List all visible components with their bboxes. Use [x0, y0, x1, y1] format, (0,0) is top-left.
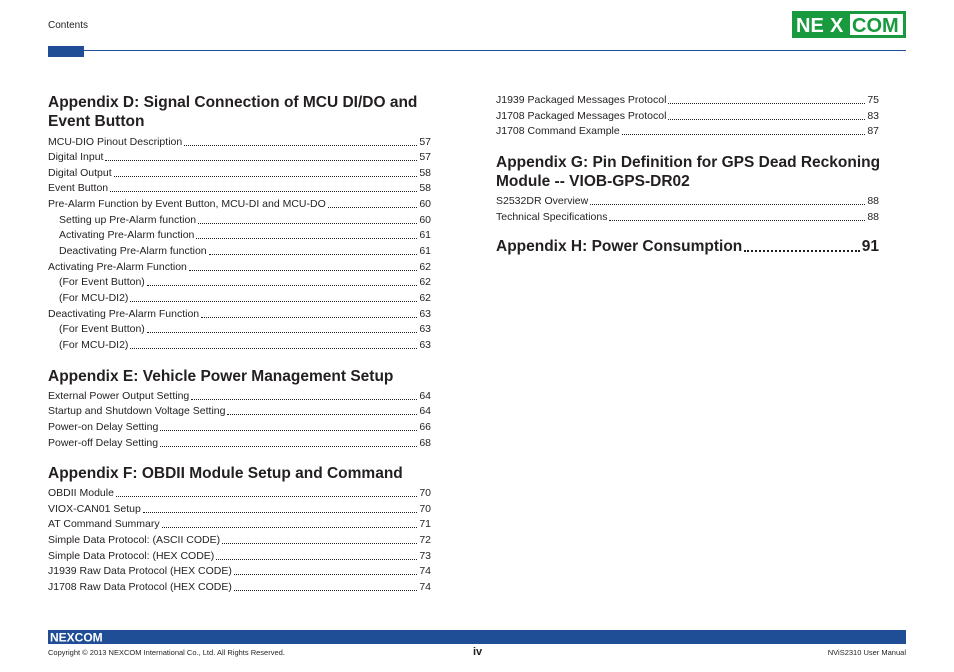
toc-entry[interactable]: Activating Pre-Alarm Function 62	[48, 261, 431, 273]
svg-text:NE: NE	[796, 15, 824, 37]
toc-entry[interactable]: J1708 Command Example 87	[496, 125, 879, 137]
toc-entry[interactable]: Deactivating Pre-Alarm Function 63	[48, 308, 431, 320]
footer-nexcom-logo	[50, 631, 108, 643]
toc-entry[interactable]: OBDII Module 70	[48, 487, 431, 499]
toc-entry[interactable]: Technical Specifications 88	[496, 211, 879, 223]
page-number: iv	[473, 646, 483, 658]
appendix-f-heading[interactable]: Appendix F: OBDII Module Setup and Command	[48, 465, 403, 482]
header-tab	[48, 46, 84, 57]
toc-subentry[interactable]: Activating Pre-Alarm function 61	[59, 229, 431, 241]
copyright-text: Copyright © 2013 NEXCOM International Co., Ltd. All Rights Reserved.	[48, 648, 285, 657]
footer-square-icon	[898, 638, 904, 644]
appendix-e-heading[interactable]: Appendix E: Vehicle Power Management Setup	[48, 368, 394, 385]
manual-name: NViS2310 User Manual	[827, 648, 906, 657]
footer-bar	[48, 630, 906, 644]
toc-subentry[interactable]: (For MCU-DI2) 62	[59, 292, 431, 304]
toc-subentry[interactable]: Deactivating Pre-Alarm function 61	[59, 245, 431, 257]
toc-entry[interactable]: J1708 Raw Data Protocol (HEX CODE) 74	[48, 581, 431, 593]
toc-entry[interactable]: Simple Data Protocol: (ASCII CODE) 72	[48, 534, 431, 546]
toc-entry[interactable]: Digital Output 58	[48, 167, 431, 179]
toc-entry[interactable]: S2532DR Overview 88	[496, 195, 879, 207]
toc-entry[interactable]: Startup and Shutdown Voltage Setting 64	[48, 405, 431, 417]
svg-text:COM: COM	[852, 15, 899, 37]
toc-subentry[interactable]: Setting up Pre-Alarm function 60	[59, 214, 431, 226]
toc-entry[interactable]: Power-on Delay Setting 66	[48, 421, 431, 433]
footer-square-icon	[890, 638, 896, 644]
toc-entry[interactable]: Event Button 58	[48, 182, 431, 194]
toc-subentry[interactable]: (For Event Button) 62	[59, 276, 431, 288]
toc-entry[interactable]: J1708 Packaged Messages Protocol 83	[496, 110, 879, 122]
header-label: Contents	[48, 20, 89, 31]
appendix-h-heading[interactable]: Appendix H: Power Consumption 91	[496, 238, 879, 255]
header-rule	[48, 50, 906, 51]
toc-entry[interactable]: VIOX-CAN01 Setup 70	[48, 503, 431, 515]
toc-entry[interactable]: External Power Output Setting 64	[48, 390, 431, 402]
svg-text:NEXCOM: NEXCOM	[50, 631, 103, 643]
toc-entry[interactable]: Digital Input 57	[48, 151, 431, 163]
toc-subentry[interactable]: (For Event Button) 63	[59, 323, 431, 335]
svg-text:X: X	[830, 15, 844, 37]
toc-entry[interactable]: Simple Data Protocol: (HEX CODE) 73	[48, 550, 431, 562]
toc-entry[interactable]: Pre-Alarm Function by Event Button, MCU-DI and MCU-DO 60	[48, 198, 431, 210]
footer-square-icon	[890, 630, 896, 636]
appendix-g-heading[interactable]: Appendix G: Pin Definition for GPS Dead Reckoning Module -- VIOB-GPS-DR02	[496, 154, 881, 190]
toc-entry[interactable]: AT Command Summary 71	[48, 518, 431, 530]
nexcom-logo	[792, 11, 906, 38]
appendix-d-heading[interactable]: Appendix D: Signal Connection of MCU DI/DO and Event Button	[48, 94, 418, 130]
toc-entry[interactable]: J1939 Raw Data Protocol (HEX CODE) 74	[48, 565, 431, 577]
toc-entry[interactable]: MCU-DIO Pinout Description 57	[48, 136, 431, 148]
toc-subentry[interactable]: (For MCU-DI2) 63	[59, 339, 431, 351]
toc-entry[interactable]: J1939 Packaged Messages Protocol 75	[496, 94, 879, 106]
toc-entry[interactable]: Power-off Delay Setting 68	[48, 437, 431, 449]
